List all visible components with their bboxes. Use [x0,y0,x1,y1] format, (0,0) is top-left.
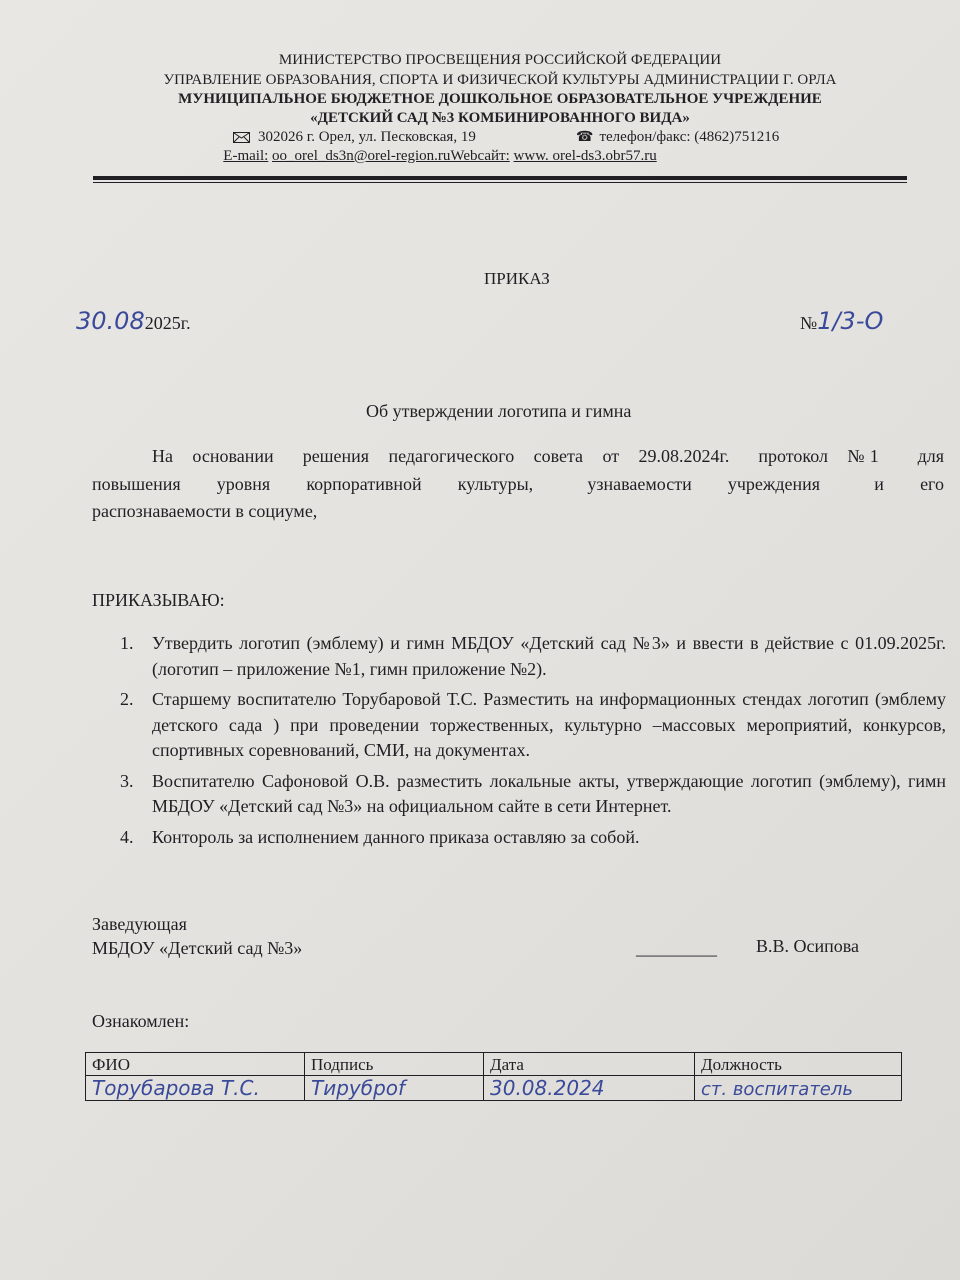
header-rule [93,176,907,180]
number-label: № [800,313,818,333]
header-rule-thin [93,182,907,183]
cell-name: Торубарова Т.С. [86,1076,305,1101]
list-item [92,769,946,820]
preamble-line-1: На основании решения педагогического совета от 29.08.2024г. протокол №1 для [152,446,944,466]
cell-position: ст. воспитатель [695,1076,902,1101]
list-item [92,687,946,764]
col-header-signature: Подпись [305,1053,484,1076]
item-text: Воспитателю Сафоновой О.В. разместить локальные акты, утверждающие логотип (эмблему), гимн МБДОУ «Детский сад №3» на официальном сайте в сети Интернет. [152,770,946,816]
order-number [800,307,884,335]
handwritten-date: 30.08 [76,307,145,335]
list-item [92,825,946,851]
item-number: 2. [120,689,134,709]
preamble-line-2: повышения уровня корпоративной культуры, узнаваемости учреждения и его [92,474,944,494]
web-label: Webсайт: [450,148,510,164]
signature-blank: _________ [636,938,717,958]
department-line: УПРАВЛЕНИЕ ОБРАЗОВАНИЯ, СПОРТА И ФИЗИЧЕСКОЙ КУЛЬТУРЫ АДМИНИСТРАЦИИ Г. ОРЛА [163,72,837,88]
address-line [233,129,476,146]
table-row [86,1076,902,1101]
address: 302026 г. Орел, ул. Песковская, 19 [258,129,476,145]
order-items [92,631,946,850]
acknowledged-label: Ознакомлен: [92,1011,190,1031]
order-date [76,307,191,335]
telephone-icon: ☎ [576,130,594,145]
email-link[interactable]: oo_orel_ds3n@orel-region.ru [272,148,451,164]
item-number: 1. [120,633,134,653]
cell-signature: Тируброf [305,1076,484,1101]
envelope-icon [233,132,250,143]
directive: ПРИКАЗЫВАЮ: [92,590,225,610]
web-link[interactable]: www. orel-ds3.obr57.ru [513,148,657,164]
order-subject: Об утверждении логотипа и гимна [366,401,632,421]
contacts-line [0,148,940,165]
email-label: E-mail: [223,148,269,164]
signatory-name: В.В. Осипова [756,936,860,956]
phone-line [576,129,779,146]
preamble-line-3: распознаваемости в социуме, [92,501,318,521]
institution-line: МУНИЦИПАЛЬНОЕ БЮДЖЕТНОЕ ДОШКОЛЬНОЕ ОБРАЗОВАТЕЛЬНОЕ УЧРЕЖДЕНИЕ [178,91,822,107]
signatory-position: Заведующая [92,914,187,934]
acknowledgement-table [85,1052,902,1101]
cell-date: 30.08.2024 [484,1076,695,1101]
date-suffix: 2025г. [144,313,191,333]
phone: телефон/факс: (4862)751216 [599,129,780,145]
col-header-date: Дата [484,1053,695,1076]
order-title: ПРИКАЗ [484,269,550,288]
item-number: 3. [120,770,134,791]
item-number: 4. [120,826,134,847]
item-text: Утвердить логотип (эмблему) и гимн МБДОУ «Детский сад №3» и ввести в действие с 01.09.2025г. (логотип – приложение №1, гимн приложение №2). [152,633,946,679]
item-text: Конторoль за исполнением данного приказа оставляю за собой. [152,826,640,847]
handwritten-number: 1/3-О [817,307,884,335]
list-item [92,631,946,682]
item-text: Старшему воспитателю Торубаровой Т.С. Разместить на информационных стендах логотип (эмблему детского сада ) при проведении торжественных, культурно –массовых мероприятий, конкурсов, спортивных соревнований, СМИ, на документах. [152,689,946,760]
ministry-line: МИНИСТЕРСТВО ПРОСВЕЩЕНИЯ РОССИЙСКОЙ ФЕДЕРАЦИИ [278,52,722,68]
table-header-row [86,1053,902,1076]
col-header-name: ФИО [86,1053,305,1076]
col-header-position: Должность [695,1053,902,1076]
signatory-institution: МБДОУ «Детский сад №3» [92,938,303,958]
institution-name: «ДЕТСКИЙ САД №3 КОМБИНИРОВАННОГО ВИДА» [310,110,690,126]
